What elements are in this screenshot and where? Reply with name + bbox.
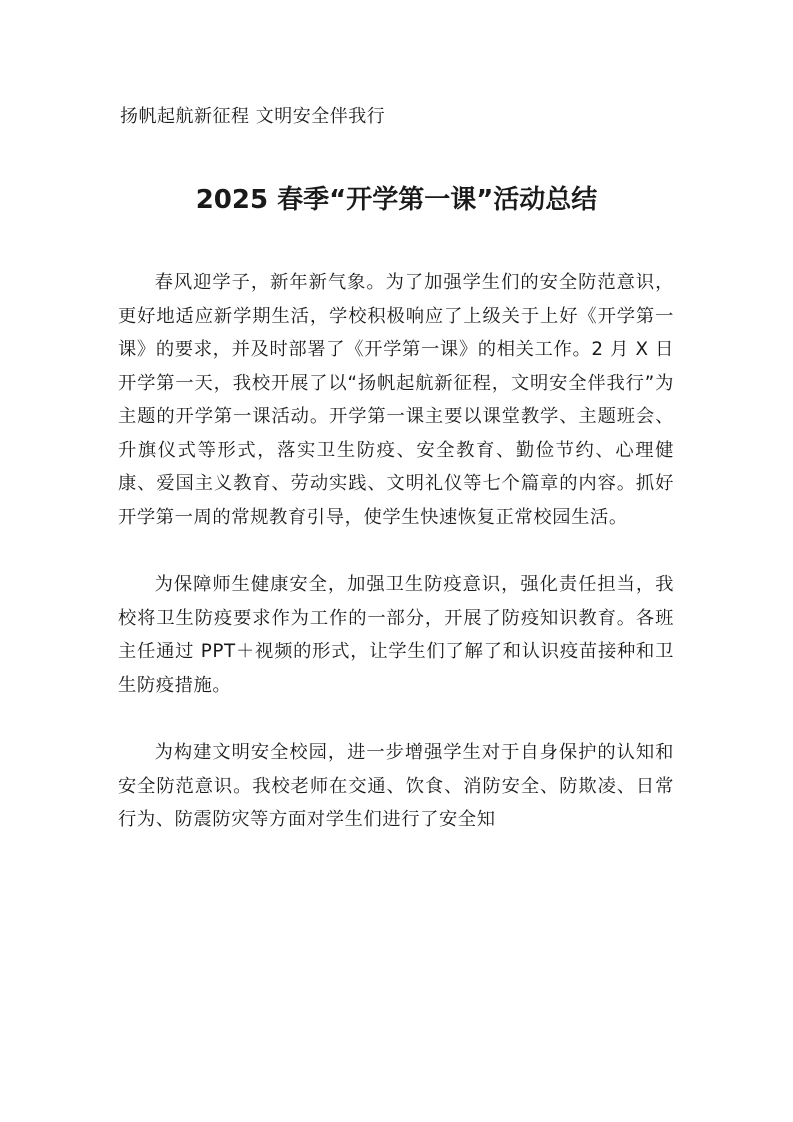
paragraph-safety-education: 为构建文明安全校园，进一步增强学生对于自身保护的认知和安全防范意识。我校老师在交通、饮食、消防安全、防欺凌、日常行为、防震防灾等方面对学生们进行了安全知 (118, 742, 674, 830)
paragraph-intro: 春风迎学子，新年新气象。为了加强学生们的安全防范意识，更好地适应新学期生活，学校积极响应了上级关于上好《开学第一课》的要求，并及时部署了《开学第一课》的相关工作。2 月 X 日开学第一天，我校开展了以“扬帆起航新征程，文明安全伴我行”为主题的开学第一课活动。开学第一课主要以课堂教学、主题班会、升旗仪式等形式，落实卫生防疫、安全教育、勤俭节约、心理健康、爱国主义教育、劳动实践、文明礼仪等七个篇章的内容。抓好开学第一周的常规教育引导，使学生快速恢复正常校园生活。 (118, 272, 674, 528)
document-body (118, 266, 674, 837)
document-subtitle: 扬帆起航新征程 文明安全伴我行 (120, 106, 386, 127)
paragraph-epidemic-prevention: 为保障师生健康安全，加强卫生防疫意识，强化责任担当，我校将卫生防疫要求作为工作的一部分，开展了防疫知识教育。各班主任通过 PPT＋视频的形式，让学生们了解了和认识疫苗接种和卫生防疫措施。 (118, 574, 674, 696)
document-title: 2025 春季“开学第一课”活动总结 (195, 185, 598, 215)
